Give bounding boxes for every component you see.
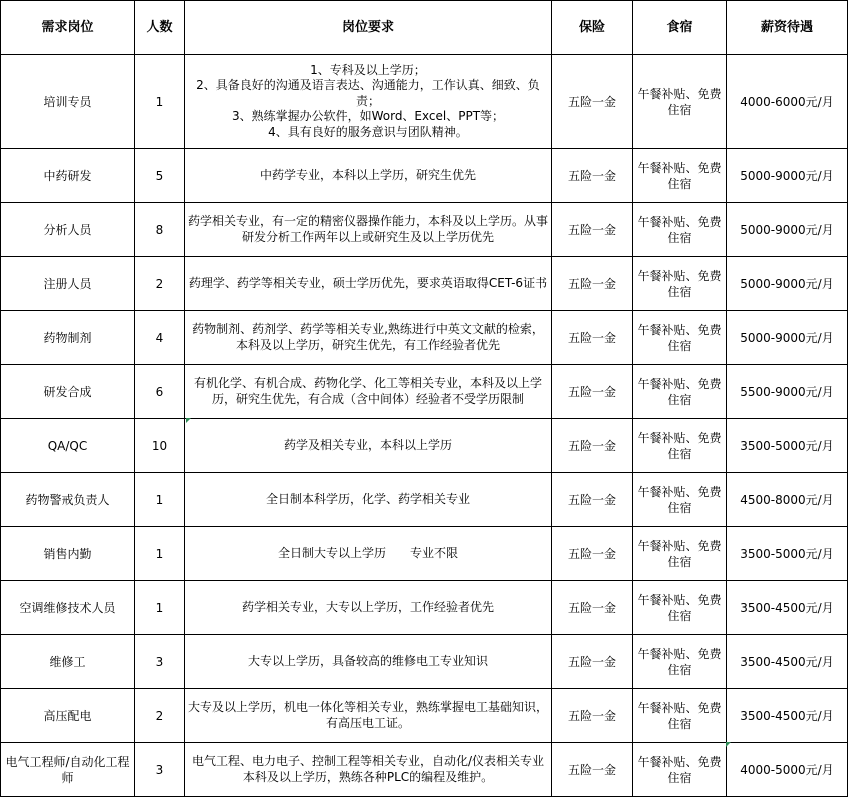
cell-requirements [185,55,552,149]
cell-position: 销售内勤 [1,527,135,581]
cell-count: 4 [135,311,185,365]
cell-insurance: 五险一金 [552,419,633,473]
cell-insurance: 五险一金 [552,581,633,635]
header-insurance: 保险 [552,1,633,55]
requirement-line: 1、专科及以上学历； [310,62,426,77]
header-count: 人数 [135,1,185,55]
cell-lodging: 午餐补贴、免费住宿 [633,419,727,473]
cell-count: 1 [135,473,185,527]
requirement-line: 药理学、药学等相关专业，硕士学历优先，要求英语取得CET-6证书 [188,275,548,290]
cell-insurance: 五险一金 [552,55,633,149]
cell-salary: 5500-9000元/月 [727,365,848,419]
table-row [1,635,848,689]
cell-requirements [185,581,552,635]
cell-insurance: 五险一金 [552,203,633,257]
requirement-line: 电气工程、电力电子、控制工程等相关专业，自动化/仪表相关专业本科及以上学历，熟练各种PLC的编程及维护。 [191,754,545,784]
header-position: 需求岗位 [1,1,135,55]
requirement-line: 3、熟练掌握办公软件，如Word、Excel、PPT等； [231,109,505,124]
table-row [1,581,848,635]
cell-insurance: 五险一金 [552,635,633,689]
table-row [1,55,848,149]
cell-lodging: 午餐补贴、免费住宿 [633,743,727,797]
cell-requirements [185,473,552,527]
cell-salary: 3500-5000元/月 [727,527,848,581]
cell-position: 药物警戒负责人 [1,473,135,527]
cell-insurance: 五险一金 [552,365,633,419]
cell-count: 1 [135,55,185,149]
cell-requirements [185,203,552,257]
cell-position: 分析人员 [1,203,135,257]
cell-salary: 3500-4500元/月 [727,581,848,635]
cell-count: 6 [135,365,185,419]
cell-count: 8 [135,203,185,257]
cell-insurance: 五险一金 [552,149,633,203]
cell-salary: 4000-5000元/月 [727,743,848,797]
cell-lodging: 午餐补贴、免费住宿 [633,365,727,419]
cell-count: 3 [135,743,185,797]
cell-lodging: 午餐补贴、免费住宿 [633,473,727,527]
cell-position: 高压配电 [1,689,135,743]
cell-lodging: 午餐补贴、免费住宿 [633,311,727,365]
cell-requirements [185,635,552,689]
table-row [1,419,848,473]
cell-lodging: 午餐补贴、免费住宿 [633,203,727,257]
cell-lodging: 午餐补贴、免费住宿 [633,55,727,149]
cell-lodging: 午餐补贴、免费住宿 [633,635,727,689]
requirement-line: 药学相关专业，大专以上学历，工作经验者优先 [241,599,494,614]
requirement-line: 药学相关专业，有一定的精密仪器操作能力，本科及以上学历。从事研发分析工作两年以上或研究生及以上学历优先 [188,214,549,244]
cell-requirements [185,743,552,797]
cell-salary: 5000-9000元/月 [727,203,848,257]
cell-count: 3 [135,635,185,689]
cell-salary: 3500-5000元/月 [727,419,848,473]
table-row [1,473,848,527]
cell-requirements [185,311,552,365]
cell-salary: 5000-9000元/月 [727,311,848,365]
requirement-line: 2、具备良好的沟通及语言表达、沟通能力，工作认真、细致、负责； [196,78,540,108]
table-row [1,527,848,581]
cell-position: 药物制剂 [1,311,135,365]
requirement-line: 全日制大专以上学历 专业不限 [277,545,458,560]
requirement-line: 大专及以上学历，机电一体化等相关专业，熟练掌握电工基础知识，有高压电工证。 [188,700,549,730]
cell-insurance: 五险一金 [552,257,633,311]
cell-requirements [185,365,552,419]
requirement-line: 中药学专业，本科以上学历，研究生优先 [259,167,476,182]
cell-marker [186,418,191,423]
cell-lodging: 午餐补贴、免费住宿 [633,689,727,743]
cell-salary: 5000-9000元/月 [727,149,848,203]
header-requirements: 岗位要求 [185,1,552,55]
cell-lodging: 午餐补贴、免费住宿 [633,581,727,635]
requirement-line: 有机化学、有机合成、药物化学、化工等相关专业，本科及以上学历，研究生优先，有合成（含中间体）经验者不受学历限制 [193,376,542,406]
cell-count: 1 [135,527,185,581]
cell-lodging: 午餐补贴、免费住宿 [633,149,727,203]
requirement-line: 药物制剂、药剂学、药学等相关专业,熟练进行中英文文献的检索，本科及以上学历，研究生优先，有工作经验者优先 [192,322,544,352]
cell-position: 电气工程师/自动化工程师 [1,743,135,797]
cell-position: 维修工 [1,635,135,689]
cell-marker [726,742,731,747]
requirement-line: 大专以上学历，具备较高的维修电工专业知识 [247,653,488,668]
table-row [1,257,848,311]
cell-position: 注册人员 [1,257,135,311]
header-salary: 薪资待遇 [727,1,848,55]
cell-count: 2 [135,689,185,743]
cell-lodging: 午餐补贴、免费住宿 [633,257,727,311]
header-lodging: 食宿 [633,1,727,55]
table-row [1,311,848,365]
cell-position: 空调维修技术人员 [1,581,135,635]
cell-insurance: 五险一金 [552,689,633,743]
cell-requirements [185,149,552,203]
table-row [1,365,848,419]
cell-position: QA/QC [1,419,135,473]
cell-insurance: 五险一金 [552,473,633,527]
cell-lodging: 午餐补贴、免费住宿 [633,527,727,581]
table-row [1,203,848,257]
cell-requirements [185,527,552,581]
cell-salary: 5000-9000元/月 [727,257,848,311]
cell-salary: 3500-4500元/月 [727,635,848,689]
cell-salary: 4500-8000元/月 [727,473,848,527]
requirement-line: 4、具有良好的服务意识与团队精神。 [268,124,468,139]
cell-requirements [185,257,552,311]
cell-salary: 4000-6000元/月 [727,55,848,149]
cell-requirements [185,689,552,743]
cell-position: 中药研发 [1,149,135,203]
cell-count: 1 [135,581,185,635]
cell-count: 5 [135,149,185,203]
cell-position: 研发合成 [1,365,135,419]
cell-salary: 3500-4500元/月 [727,689,848,743]
cell-insurance: 五险一金 [552,311,633,365]
cell-insurance: 五险一金 [552,743,633,797]
table-row [1,689,848,743]
cell-count: 10 [135,419,185,473]
cell-requirements [185,419,552,473]
table-row [1,149,848,203]
cell-count: 2 [135,257,185,311]
cell-insurance: 五险一金 [552,527,633,581]
requirement-line: 全日制本科学历，化学、药学相关专业 [265,491,470,506]
table-row [1,743,848,797]
header-row [1,1,848,55]
requirement-line: 药学及相关专业，本科以上学历 [283,437,452,452]
cell-position: 培训专员 [1,55,135,149]
